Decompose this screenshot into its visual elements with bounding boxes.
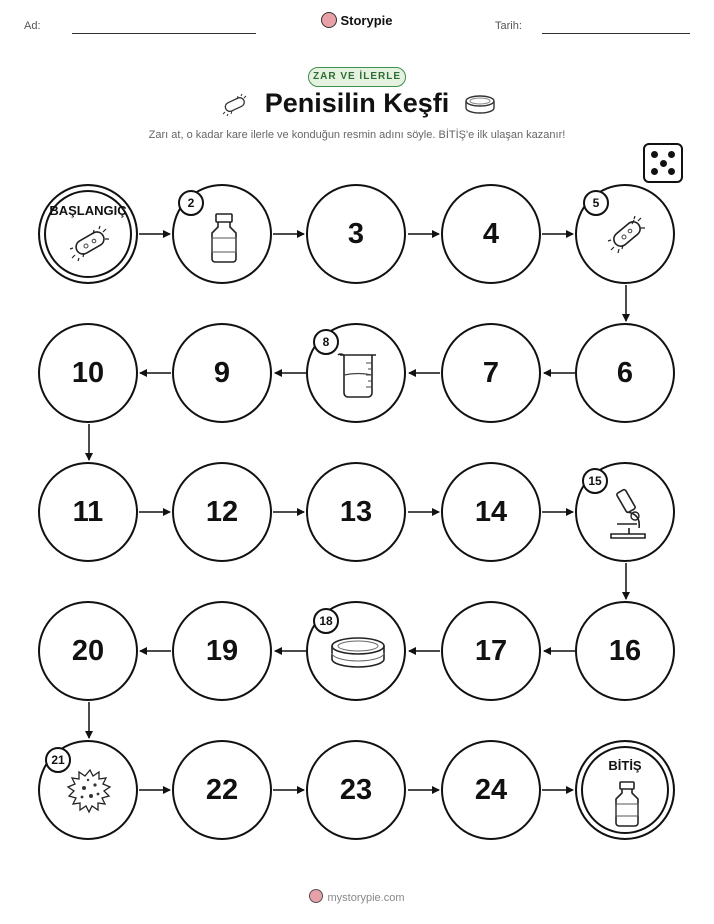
date-label: Tarih:	[495, 20, 522, 32]
square-12	[172, 462, 272, 562]
square-number-badge: 21	[45, 747, 71, 773]
square-number: 22	[205, 773, 239, 806]
start-label: BAŞLANGIÇ	[49, 203, 127, 218]
footer-url: mystorypie.com	[327, 892, 405, 904]
square-number: 24	[474, 773, 508, 806]
petri-dish-icon	[328, 635, 388, 673]
square-number: 10	[71, 356, 105, 389]
finish-label: BİTİŞ	[608, 758, 642, 773]
finish-square	[575, 740, 675, 840]
bacteria-icon	[607, 216, 647, 254]
start-square	[38, 184, 138, 284]
square-23	[306, 740, 406, 840]
square-20	[38, 601, 138, 701]
square-number: 12	[205, 495, 239, 528]
page-title: Penisilin Keşfi	[264, 88, 450, 118]
square-number: 20	[71, 634, 105, 667]
instructions: Zarı at, o kadar kare ilerle ve konduğun resmin adını söyle. BİTİŞ'e ilk ulaşan kazanır!	[148, 129, 566, 141]
square-number-badge: 15	[582, 468, 608, 494]
square-7	[441, 323, 541, 423]
game-type-badge: ZAR VE İLERLE	[308, 67, 406, 87]
square-14	[441, 462, 541, 562]
footer	[0, 889, 714, 904]
square-3	[306, 184, 406, 284]
square-number: 3	[347, 217, 365, 250]
microscope-icon	[607, 486, 649, 542]
medicine-bottle-icon	[208, 212, 240, 264]
square-11	[38, 462, 138, 562]
square-number: 16	[608, 634, 642, 667]
square-13	[306, 462, 406, 562]
beaker-icon	[336, 351, 382, 401]
brand-name: Storypie	[340, 13, 393, 28]
square-number-badge: 8	[313, 329, 339, 355]
square-19	[172, 601, 272, 701]
mold-spore-icon	[64, 766, 116, 818]
square-number-badge: 18	[313, 608, 339, 634]
square-number: 23	[339, 773, 373, 806]
square-10	[38, 323, 138, 423]
square-number: 13	[339, 495, 373, 528]
square-17	[441, 601, 541, 701]
square-number: 14	[474, 495, 508, 528]
square-number: 6	[616, 356, 634, 389]
square-number: 7	[482, 356, 500, 389]
square-number-badge: 5	[583, 190, 609, 216]
mascot-icon	[309, 889, 323, 903]
square-number: 17	[474, 634, 508, 667]
square-4	[441, 184, 541, 284]
square-number: 4	[482, 217, 500, 250]
square-16	[575, 601, 675, 701]
square-24	[441, 740, 541, 840]
square-22	[172, 740, 272, 840]
square-6	[575, 323, 675, 423]
bacteria-icon	[70, 226, 110, 262]
medicine-bottle-icon	[612, 780, 642, 828]
square-number: 11	[72, 495, 104, 528]
name-label: Ad:	[24, 20, 41, 32]
square-number: 9	[213, 356, 231, 389]
square-number-badge: 2	[178, 190, 204, 216]
square-9	[172, 323, 272, 423]
square-number: 19	[205, 634, 239, 667]
